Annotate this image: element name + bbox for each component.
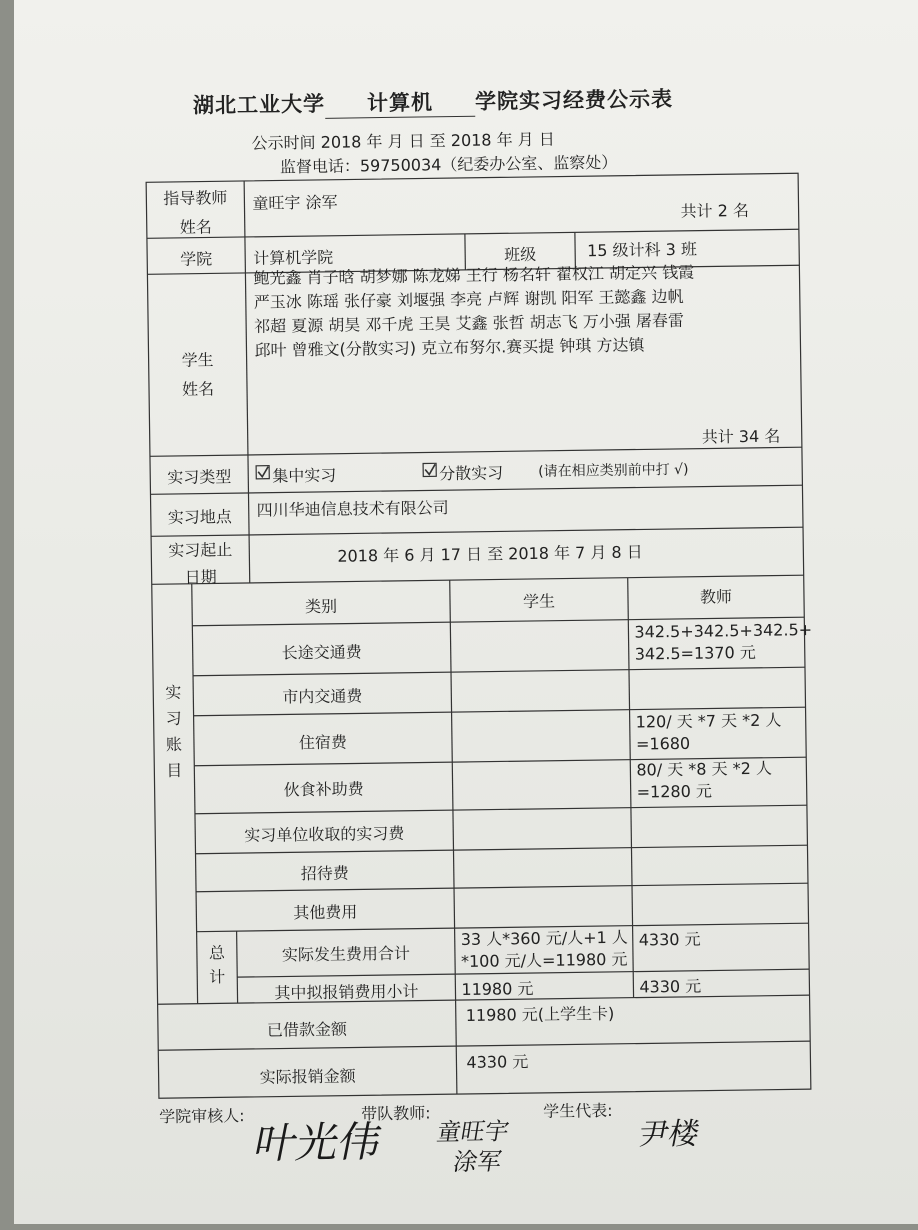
class-label: 班级: [504, 244, 537, 265]
location-value: 四川华迪信息技术有限公司: [256, 498, 449, 520]
teacher-names: 童旺宇 涂军: [252, 192, 338, 213]
type-note: (请在相应类别前中打 √): [538, 461, 689, 480]
college-value: 计算机学院: [253, 247, 334, 268]
student-names: [253, 261, 695, 363]
row-category: 实际发生费用合计: [281, 943, 411, 965]
type-label: 实习类型: [167, 467, 232, 488]
row-category: 市内交通费: [282, 686, 363, 707]
type-dispersed: 分散实习: [439, 463, 504, 484]
row-category: 长途交通费: [281, 642, 362, 663]
row-teacher: 4330 元: [639, 976, 702, 997]
row-category: 招待费: [300, 863, 349, 884]
location-label: 实习地点: [167, 507, 232, 528]
total-side-label: 总 计: [208, 943, 226, 987]
title-suffix: 学院实习经费公示表: [474, 86, 674, 114]
leader-signature-2: 涂军: [451, 1147, 504, 1177]
row-category: 实习单位收取的实习费: [244, 823, 405, 846]
row-teacher: 4330 元: [638, 929, 701, 950]
reviewer-signature: 叶光伟: [250, 1117, 386, 1168]
col-student: 学生: [522, 591, 556, 612]
class-value: 15 级计科 3 班: [587, 239, 698, 261]
reimbursed-value: 4330 元: [466, 1052, 529, 1072]
borrowed-label: 已借款金额: [266, 1019, 348, 1040]
leader-signature-1: 童旺宇: [434, 1117, 512, 1147]
teacher-total: 共计 2 名: [680, 200, 750, 221]
student-line: 严玉冰 陈瑶 张仔豪 刘堰强 李亮 卢辉 谢凯 阳军 王懿鑫 边帆: [253, 286, 684, 312]
supervision-phone: 监督电话：59750034（纪委办公室、监察处）: [279, 152, 618, 177]
col-category: 类别: [304, 596, 338, 617]
row-teacher: 80/ 天 *8 天 *2 人 =1280 元: [636, 758, 773, 802]
student-line: 祁超 夏源 胡昊 邓千虎 王昊 艾鑫 张哲 胡志飞 万小强 屠春雷: [254, 310, 685, 336]
college-label: 学院: [180, 249, 213, 269]
students-label: 学生 姓名: [181, 350, 215, 399]
student-rep-signature: 尹楼: [635, 1116, 703, 1153]
leader-label: 带队教师:: [361, 1103, 431, 1124]
borrowed-value: 11980 元(上学生卡): [465, 1003, 615, 1025]
college-fill-in: 计算机: [325, 86, 475, 119]
row-category: 其他费用: [293, 902, 358, 923]
row-category: 伙食补助费: [283, 779, 364, 800]
dates-value: 2018 年 6 月 17 日 至 2018 年 7 月 8 日: [337, 542, 643, 566]
reviewer-label: 学院审核人:: [159, 1106, 245, 1127]
row-category: 其中拟报销费用小计: [274, 981, 419, 1003]
row-category: 住宿费: [298, 732, 348, 753]
publicity-period: 公示时间 2018 年 月 日 至 2018 年 月 日: [251, 129, 555, 153]
col-teacher: 教师: [699, 587, 733, 607]
type-concentrated: 集中实习: [272, 465, 337, 486]
row-student: 33 人*360 元/人+1 人 *100 元/人=11980 元: [460, 927, 628, 972]
student-rep-label: 学生代表:: [543, 1100, 613, 1121]
accounts-side-label: 实 习 账 目: [165, 682, 183, 781]
dates-label: 实习起止 日期: [168, 540, 233, 587]
student-line: 鲍光鑫 肖子晗 胡梦娜 陈龙娣 王行 杨名轩 翟权江 胡定兴 钱霞: [253, 262, 695, 288]
teacher-label: 指导教师 姓名: [163, 188, 228, 237]
student-line: 邱叶 曾雅文(分散实习) 克立布努尔.赛买提 钟琪 方达镇: [254, 335, 645, 360]
reimbursed-label: 实际报销金额: [259, 1066, 356, 1087]
students-total: 共计 34 名: [701, 426, 781, 447]
row-teacher: 120/ 天 *7 天 *2 人 =1680: [635, 710, 782, 754]
row-student: 11980 元: [461, 979, 534, 1000]
row-teacher: 342.5+342.5+342.5+ 342.5=1370 元: [634, 620, 813, 664]
university-name: 湖北工业大学: [192, 91, 326, 118]
